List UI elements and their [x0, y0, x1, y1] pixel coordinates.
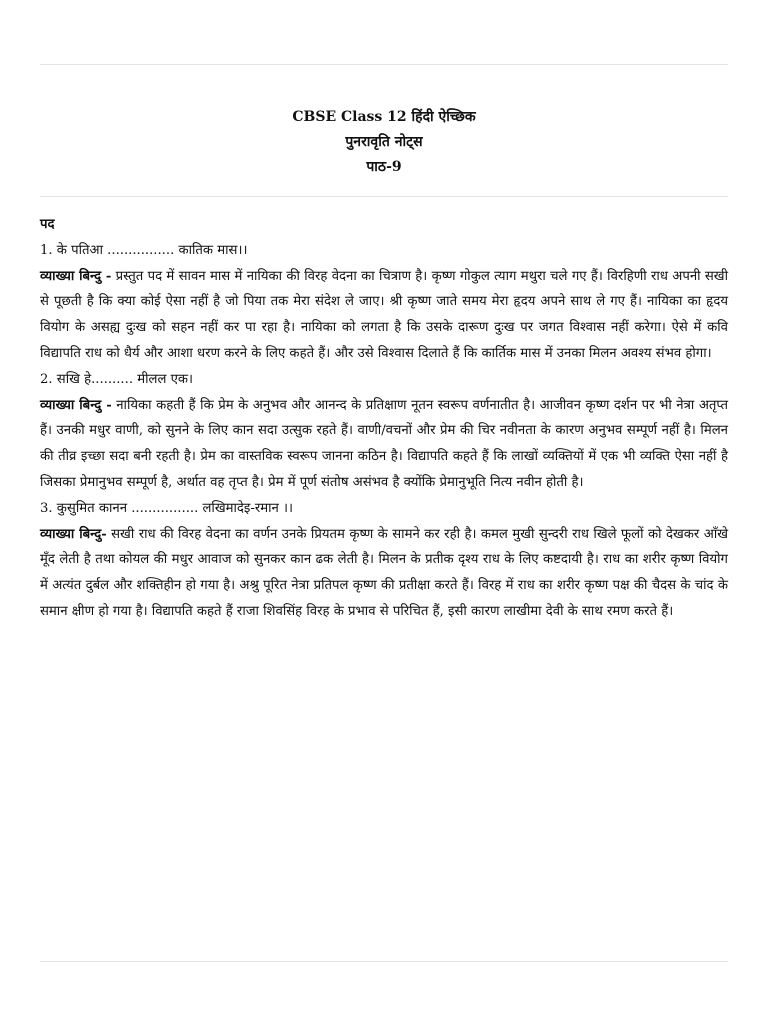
- explanation-text: सखी राध की विरह वेदना का वर्णन उनके प्रियतम कृष्ण के सामने कर रही है। कमल मुखी सुन्दरी राध खिले फूलों को देखकर आँखे मूँद लेती है तथा कोयल की मधुर आवाज को सुनकर कान ढक लेती है। मिलन के प्रतीक दृश्य राध के लिए कष्टदायी है। राध का शरीर कृष्ण वियोग में अत्यंत दुर्बल और शक्तिहीन हो गया है। अश्रु पूरित नेत्रा प्रतिपल कृष्ण की प्रतीक्षा करते हैं। विरह में राध का शरीर कृष्ण पक्ष की चैदस के चांद के समान क्षीण हो गया है। विद्यापति कहते हैं राजा शिवसिंह विरह के प्रभाव से परिचित हैं, इसी कारण लाखीमा देवी के साथ रमण करते हैं।: [40, 526, 728, 619]
- explanation-text: नायिका कहती हैं कि प्रेम के अनुभव और आनन्द के प्रतिक्षाण नूतन स्वरूप वर्णनातीत है। आजीवन कृष्ण दर्शन पर भी नेत्रा अतृप्त हैं। उनकी मधुर वाणी, को सुनने के लिए कान सदा उत्सुक रहते हैं। वाणी/वचनों और प्रेम की चिर नवीनता के कारण अनुभव सम्पूर्ण नहीं है। मिलन की तीव्र इच्छा सदा बनी रहती है। प्रेम का वास्तविक स्वरूप जानना कठिन है। विद्यापति कहते हैं कि लाखों व्यक्तियों में एक भी व्यक्ति ऐसा नहीं है जिसका प्रेमानुभव सम्पूर्ण है, अर्थात वह तृप्त है। प्रेम में पूर्ण संतोष असंभव है क्योंकि प्रेमानुभूति नित्य नवीन होती है।: [40, 397, 728, 490]
- verse-line: 3. कुसुमित कानन ................ लखिमादेइ-रमान ।।: [40, 500, 294, 516]
- explanation-label: व्याख्या बिन्दु -: [40, 268, 112, 284]
- verse-line: 1. के पतिआ ................ कातिक मास।।: [40, 242, 248, 258]
- explanation-label: व्याख्या बिन्दु-: [40, 526, 107, 542]
- explanation-text: प्रस्तुत पद में सावन मास में नायिका की विरह वेदना का चित्राण है। कृष्ण गोकुल त्याग मथुरा चले गए हैं। विरहिणी राध अपनी सखी से पूछती है कि क्या कोई ऐसा नहीं है जो पिया तक मेरा संदेश ले जाए। श्री कृष्ण जाते समय मेरा हृदय अपने साथ ले गए हैं। नायिका का हृदय वियोग के असह्य दुःख को सहन नहीं कर पा रहा है। नायिका को लगता है कि उसके दारूण दुःख पर जगत विश्वास नहीं करेगा। ऐसे में कवि विद्यापति राध को धैर्य और आशा धरण करने के लिए कहते हैं। और उसे विश्वास दिलाते हैं कि कार्तिक मास में उनका मिलन अवश्य संभव होगा।: [40, 268, 728, 361]
- lesson-number: पाठ-9: [366, 159, 402, 175]
- document-body: [40, 212, 728, 625]
- explanation-label: व्याख्या बिन्दु -: [40, 397, 112, 413]
- document-subtitle: पुनरावृति नोट्स: [345, 134, 423, 150]
- section-heading: पद: [40, 217, 55, 232]
- header-divider: [40, 196, 728, 197]
- document-title: CBSE Class 12 हिंदी ऐच्छिक: [292, 109, 476, 125]
- explanation-paragraph: [40, 522, 728, 625]
- top-divider: [40, 64, 728, 65]
- document-header: [0, 105, 768, 180]
- verse-line: 2. सखि हे.......... मीलल एक।: [40, 371, 193, 387]
- explanation-paragraph: [40, 264, 728, 367]
- explanation-paragraph: [40, 393, 728, 496]
- bottom-divider: [40, 961, 728, 962]
